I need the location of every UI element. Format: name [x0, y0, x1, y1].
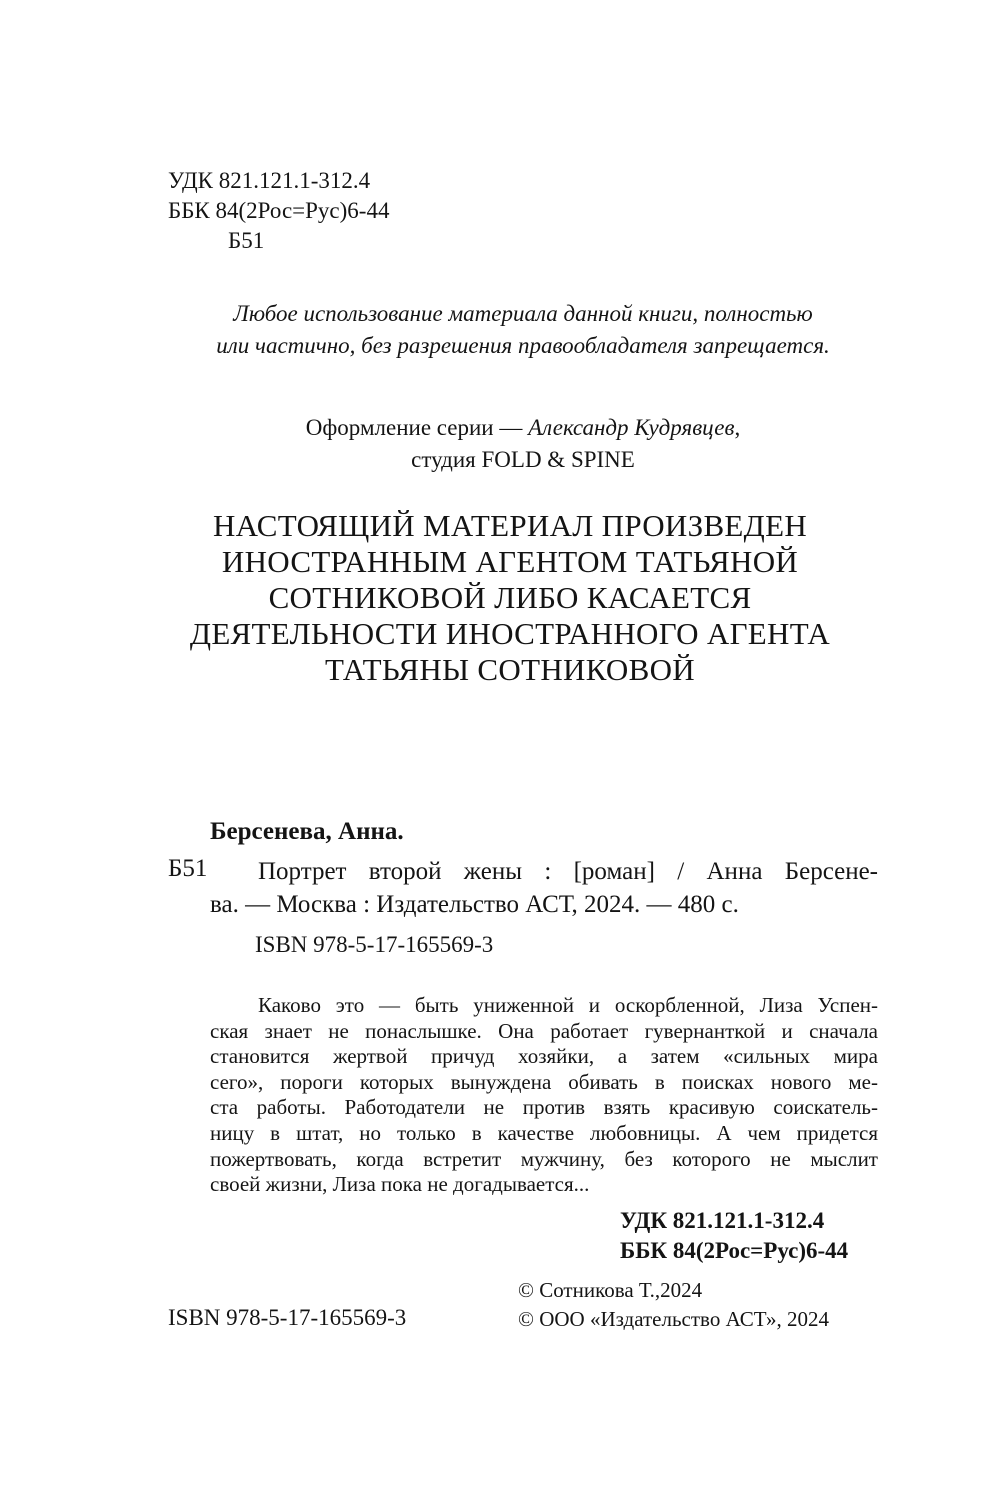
- foreign-agent-notice: [0, 508, 1000, 688]
- annotation: [210, 993, 878, 1198]
- catalog-entry: [210, 855, 878, 921]
- series-design-credit: [0, 412, 1000, 476]
- isbn-bottom: ISBN 978-5-17-165569-3: [168, 1305, 407, 1330]
- copyright-author: © Сотникова Т.,2024: [518, 1278, 703, 1302]
- copyright-notice-line-2: или частично, без разрешения правообладателя запрещается.: [216, 333, 830, 358]
- annotation-line: пожертвовать, когда встретит мужчину, без которого не мыслит: [210, 1146, 878, 1171]
- catalog-author: Берсенева, Анна.: [210, 818, 404, 845]
- series-design-comma: ,: [734, 415, 741, 440]
- agent-notice-line: СОТНИКОВОЙ ЛИБО КАСАЕТСЯ: [268, 580, 752, 615]
- annotation-line: ста работы. Работодатели не против взять красивую соискатель-: [210, 1095, 878, 1120]
- author-mark: Б51: [228, 228, 265, 253]
- top-classification-codes: [168, 166, 389, 256]
- annotation-line: своей жизни, Лиза пока не догадывается...: [210, 1172, 590, 1197]
- studio-name: студия FOLD & SPINE: [411, 447, 635, 472]
- annotation-line: становится жертвой причуд хозяйки, а затем «сильных мира: [210, 1044, 878, 1069]
- bottom-udk-code: УДК 821.121.1-312.4: [620, 1208, 825, 1233]
- bottom-classification-codes: [620, 1206, 848, 1266]
- catalog-entry-line-1: Портрет второй жены : [роман] / Анна Берсене-: [258, 858, 878, 885]
- annotation-line: ская знает не понаслышке. Она работает гувернанткой и сначала: [210, 1018, 878, 1043]
- agent-notice-line: ДЕЯТЕЛЬНОСТИ ИНОСТРАННОГО АГЕНТА: [189, 616, 831, 651]
- copyright-publisher: © ООО «Издательство АСТ», 2024: [518, 1307, 829, 1331]
- copyright-notice: [0, 298, 1000, 362]
- annotation-line: сего», пороги которых вынуждена обивать в поисках нового ме-: [210, 1069, 878, 1094]
- annotation-line: ницу в штат, но только в качестве любовницы. А чем придется: [210, 1120, 878, 1145]
- series-design-label: Оформление серии —: [305, 415, 529, 440]
- series-design-line: [0, 412, 1000, 444]
- copyright-notice-line-1: Любое использование материала данной книги, полностью: [233, 301, 813, 326]
- annotation-line: Каково это — быть униженной и оскорбленной, Лиза Успен-: [258, 993, 878, 1017]
- catalog-isbn: ISBN 978-5-17-165569-3: [255, 932, 494, 957]
- bbk-code: ББК 84(2Рос=Рус)6-44: [168, 198, 390, 223]
- udk-code: УДК 821.121.1-312.4: [168, 168, 371, 193]
- agent-notice-line: НАСТОЯЩИЙ МАТЕРИАЛ ПРОИЗВЕДЕН: [212, 508, 808, 543]
- catalog-entry-line-2: ва. — Москва : Издательство АСТ, 2024. — 480 с.: [210, 891, 739, 918]
- series-designer-name: Александр Кудрявцев: [528, 415, 735, 440]
- bottom-bbk-code: ББК 84(2Рос=Рус)6-44: [620, 1238, 849, 1263]
- catalog-code: Б51: [168, 855, 208, 882]
- copyright-holders: [518, 1276, 829, 1334]
- agent-notice-line: ТАТЬЯНЫ СОТНИКОВОЙ: [325, 652, 695, 687]
- agent-notice-line: ИНОСТРАННЫМ АГЕНТОМ ТАТЬЯНОЙ: [221, 544, 799, 579]
